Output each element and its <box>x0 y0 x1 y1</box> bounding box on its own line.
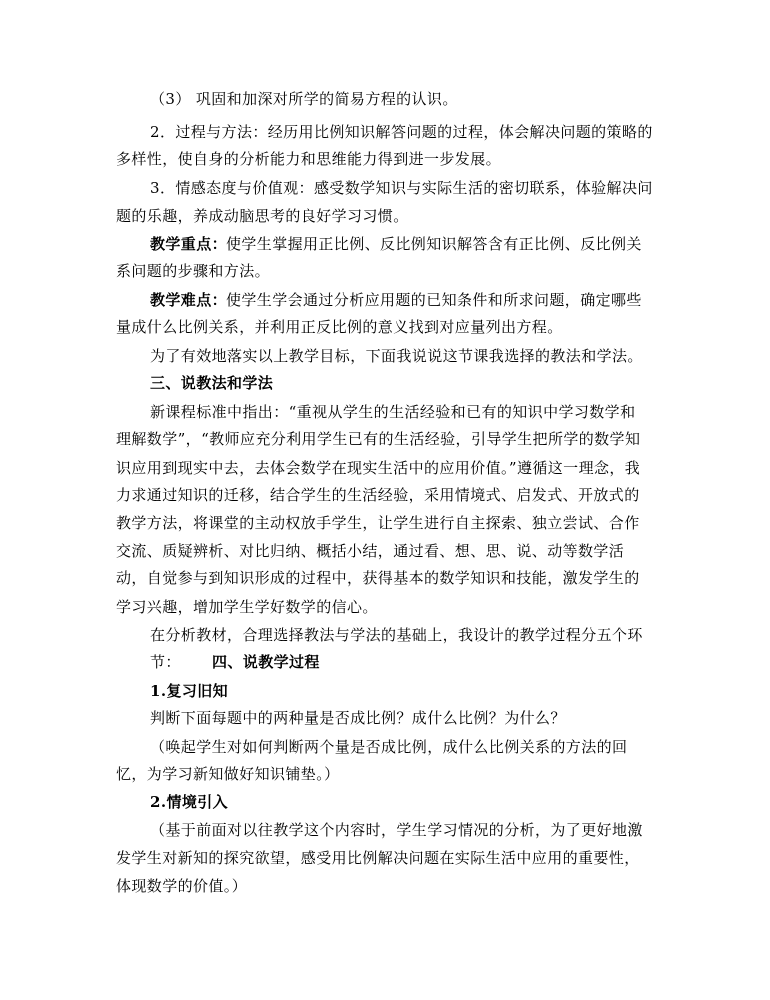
section-four-heading: 四、说教学过程 <box>212 653 320 671</box>
key-point-text-1: 使学生掌握用正比例、反比例知识解答含有正比例、反比例关 <box>226 235 642 253</box>
key-point-label: 教学重点： <box>150 235 228 253</box>
process-method-line-1: 2．过程与方法：经历用比例知识解答问题的过程，体会解决问题的策略的 <box>150 123 653 141</box>
method-paragraph-line-3: 识应用到现实中去，去体会数学在现实生活中的应用价值。”遵循这一理念，我 <box>116 459 641 477</box>
difficulty-text-2: 量成什么比例关系，并利用正反比例的意义找到对应量列出方程。 <box>116 318 563 336</box>
method-paragraph-line-8: 学习兴趣，增加学生学好数学的信心。 <box>116 598 378 616</box>
step-one-heading: 1.复习旧知 <box>150 682 229 700</box>
method-paragraph-line-7: 动，自觉参与到知识形成的过程中，获得基本的数学知识和技能，激发学生的 <box>116 569 640 587</box>
step-two-heading: 2.情境引入 <box>150 793 229 811</box>
objective-item-3: （3） 巩固和加深对所学的简易方程的认识。 <box>150 90 458 108</box>
key-point-text-2: 系问题的步骤和方法。 <box>116 262 271 280</box>
attitude-line-1: 3．情感态度与价值观：感受数学知识与实际生活的密切联系，体验解决问 <box>150 179 653 197</box>
method-paragraph-line-5: 教学方法，将课堂的主动权放手学生，让学生进行自主探索、独立尝试、合作 <box>116 514 640 532</box>
attitude-line-2: 题的乐趣，养成动脑思考的良好学习习惯。 <box>116 207 409 225</box>
transition-paragraph: 为了有效地落实以上教学目标，下面我说说这节课我选择的教法和学法。 <box>150 347 643 365</box>
method-paragraph-line-1: 新课程标准中指出：“重视从学生的生活经验和已有的知识中学习数学和 <box>150 403 636 421</box>
step-two-note-line-3: 体现数学的价值。） <box>116 877 248 895</box>
difficulty-text-1: 使学生学会通过分析应用题的已知条件和所求问题，确定哪些 <box>226 291 642 309</box>
step-one-note-line-1: （唤起学生对如何判断两个量是否成比例，成什么比例关系的方法的回 <box>150 738 628 756</box>
process-method-line-2: 多样性，使自身的分析能力和思维能力得到进一步发展。 <box>116 150 502 168</box>
step-two-note-line-2: 发学生对新知的探究欲望，感受用比例解决问题在实际生活中应用的重要性， <box>116 849 640 867</box>
method-paragraph-line-4: 力求通过知识的迁移，结合学生的生活经验，采用情境式、启发式、开放式的 <box>116 486 640 504</box>
step-one-note-line-2: 忆，为学习新知做好知识铺垫。） <box>116 765 340 783</box>
section-three-heading: 三、说教法和学法 <box>150 374 274 392</box>
design-paragraph-line-1: 在分析教材，合理选择教法与学法的基础上，我设计的教学过程分五个环 <box>150 626 643 644</box>
design-paragraph-line-2: 节： <box>150 653 181 671</box>
method-paragraph-line-6: 交流、质疑辨析、对比归纳、概括小结，通过看、想、思、说、动等数学活 <box>116 542 625 560</box>
difficulty-label: 教学难点： <box>150 291 228 309</box>
step-two-note-line-1: （基于前面对以往教学这个内容时，学生学习情况的分析，为了更好地激 <box>150 821 643 839</box>
method-paragraph-line-2: 理解数学”，“教师应充分利用学生已有的生活经验，引导学生把所学的数学知 <box>116 430 641 448</box>
step-one-question: 判断下面每题中的两种量是否成比例？成什么比例？为什么？ <box>150 709 566 727</box>
